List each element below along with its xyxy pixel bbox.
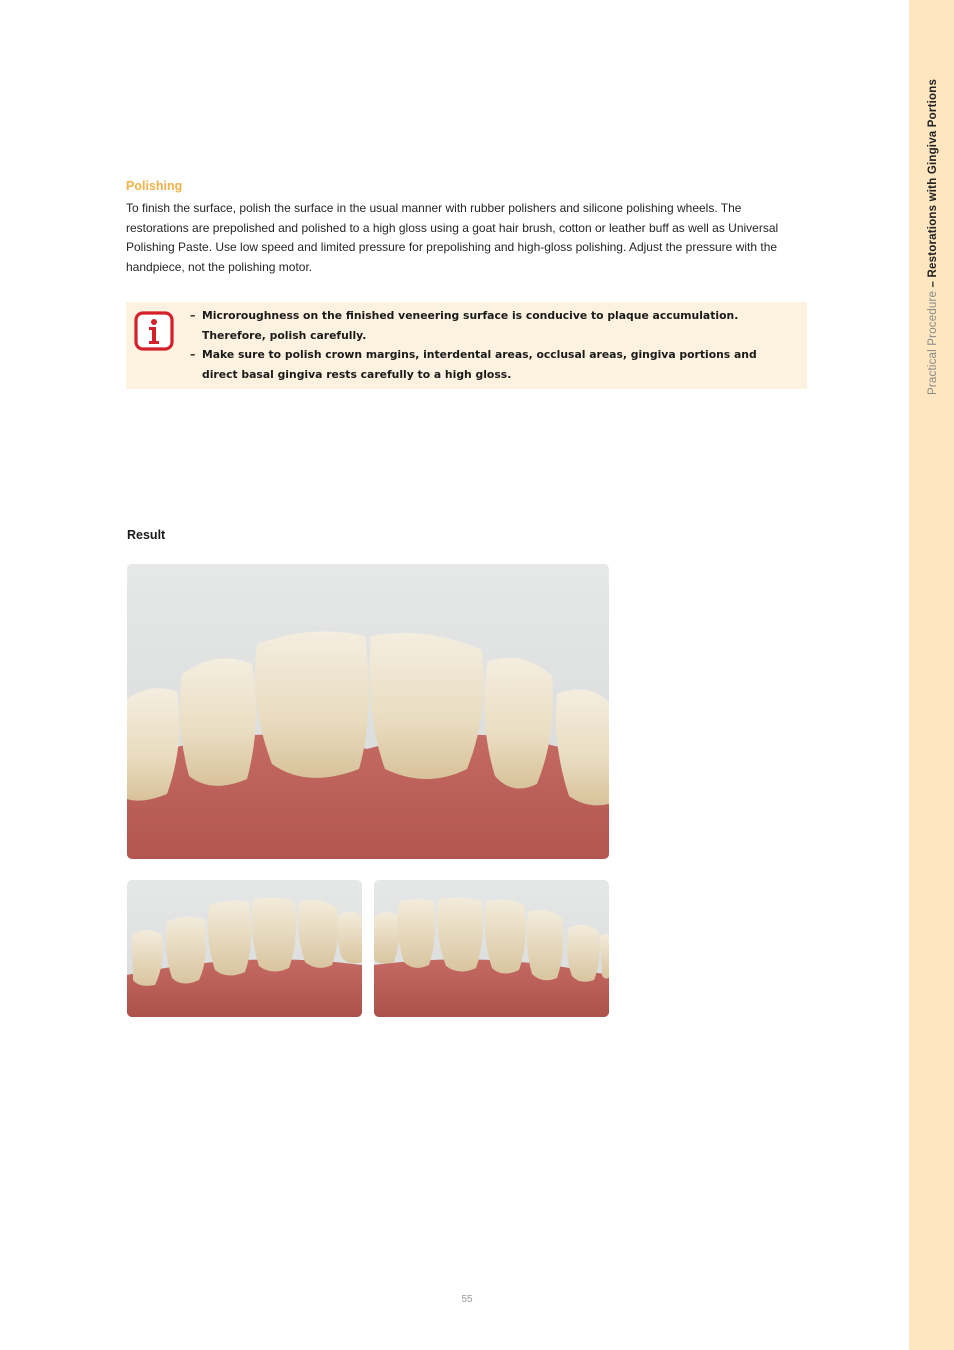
result-photo-left bbox=[127, 880, 362, 1017]
info-item-dash: – bbox=[190, 348, 196, 361]
result-photo-right bbox=[374, 880, 609, 1017]
info-item-text: Make sure to polish crown margins, interdental areas, occlusal areas, gingiva portions and direct basal gingiva rests carefully to a high gloss. bbox=[202, 348, 757, 381]
info-item-text: Microroughness on the finished veneering surface is conducive to plaque accumulation. Therefore, polish carefully. bbox=[202, 309, 739, 342]
info-box bbox=[126, 302, 807, 389]
side-tab-separator: – bbox=[927, 277, 939, 291]
side-tab-prefix: Practical Procedure bbox=[927, 290, 939, 395]
page-number: 55 bbox=[461, 1294, 473, 1305]
side-tab-title: Restorations with Gingiva Portions bbox=[927, 78, 939, 278]
info-list bbox=[190, 306, 790, 384]
polishing-paragraph: To finish the surface, polish the surface in the usual manner with rubber polishers and silicone polishing wheels. The restorations are prepolished and polished to a high gloss using a goat hair brush, cotton or leather buff as well as Universal Polishing Paste. Use low speed and limited pressure for prepolishing and high-gloss polishing. Adjust the pressure with the handpiece, not the polishing motor. bbox=[126, 201, 779, 274]
info-item bbox=[190, 345, 790, 384]
side-tab-label bbox=[927, 79, 939, 395]
info-item bbox=[190, 306, 790, 345]
result-heading: Result bbox=[127, 528, 166, 542]
result-photo-frontal bbox=[127, 564, 609, 859]
polishing-heading: Polishing bbox=[126, 179, 183, 193]
info-item-dash: – bbox=[190, 309, 196, 322]
info-icon bbox=[134, 311, 174, 351]
